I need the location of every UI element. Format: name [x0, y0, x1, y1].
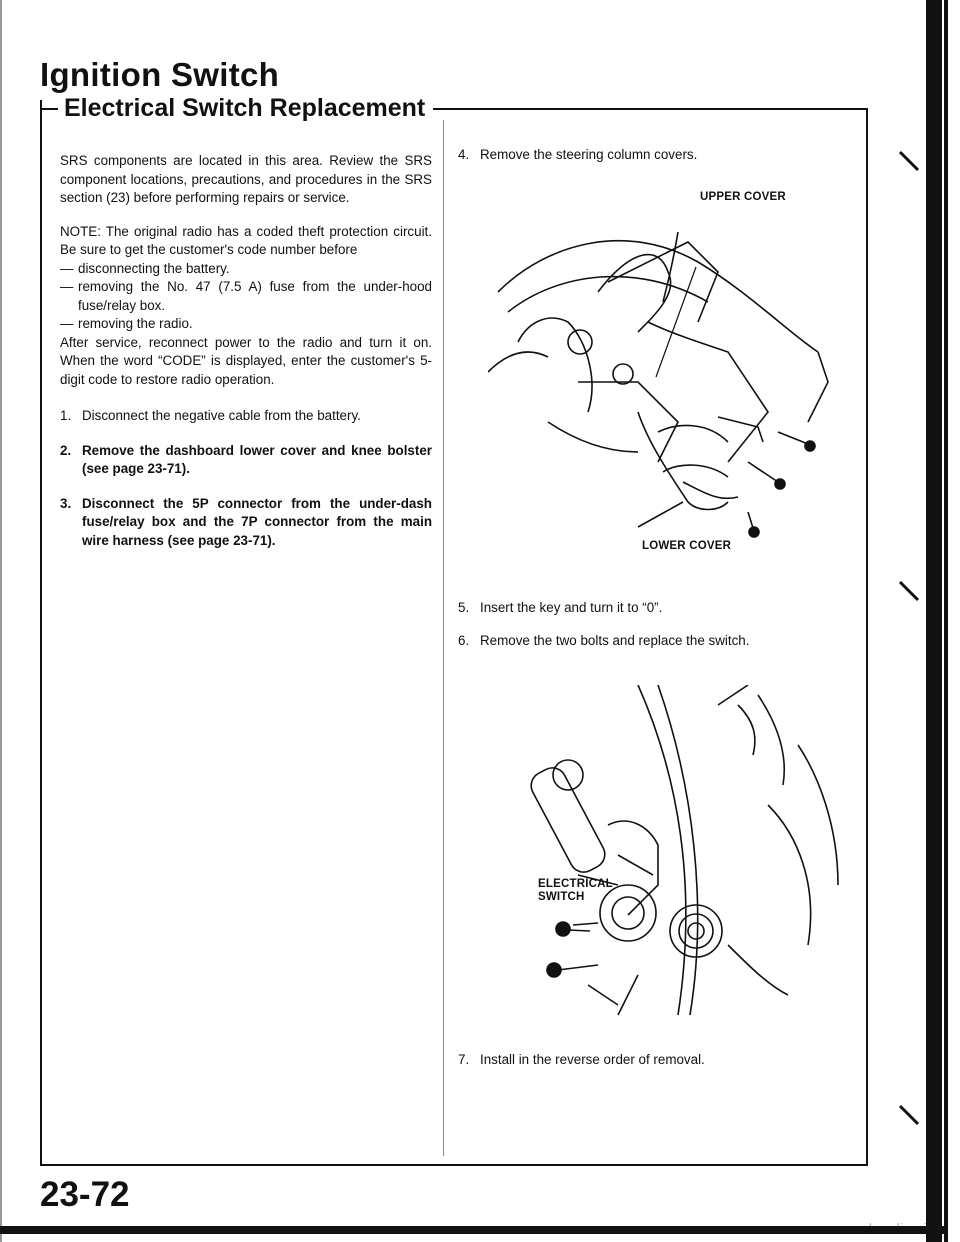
edge-mark [898, 580, 920, 602]
left-column [60, 152, 432, 566]
step-3: 3. Disconnect the 5P connector from the under-dash fuse/relay box and the 7P connector from the main wire harness (see page 23-71). [60, 495, 432, 548]
bottom-edge [0, 1226, 948, 1234]
note-item: — removing the radio. [60, 316, 193, 331]
binder-edge [926, 0, 942, 1242]
radio-note [60, 223, 432, 390]
step-5: 5. Insert the key and turn it to “0”. [458, 600, 663, 615]
edge-mark [898, 1104, 920, 1126]
upper-cover-label: UPPER COVER [700, 191, 786, 203]
page-edge [0, 0, 2, 1242]
step-6: 6. Remove the two bolts and replace the switch. [458, 633, 750, 648]
page-number: 23-72 [40, 1175, 130, 1214]
page-title: Ignition Switch [40, 56, 280, 93]
note-item: — removing the No. 47 (7.5 A) fuse from the under-hood fuse/relay box. [60, 279, 432, 313]
lower-cover-label: LOWER COVER [642, 540, 732, 552]
note-item: — disconnecting the battery. [60, 260, 230, 276]
step-2: 2. Remove the dashboard lower cover and knee bolster (see page 23-71). [60, 442, 432, 476]
step-4: 4. Remove the steering column covers. [458, 147, 698, 162]
binder-edge-thin [944, 0, 948, 1242]
edge-mark [898, 150, 920, 172]
step-1: 1. Disconnect the negative cable from the battery. [60, 408, 361, 423]
section-title: Electrical Switch Replacement [58, 94, 433, 123]
steering-column-covers-diagram [488, 182, 848, 556]
electrical-switch-diagram [518, 685, 848, 1025]
note-after: After service, reconnect power to the radio and turn it on. When the word “CODE” is displayed, enter the customer's 5-digit code to restore radio operation. [60, 334, 432, 387]
note-intro: NOTE: The original radio has a coded theft protection circuit. Be sure to get the customer's code number before [60, 223, 432, 257]
column-divider [443, 120, 444, 1156]
step-7: 7. Install in the reverse order of removal. [458, 1052, 705, 1067]
electrical-switch-label: ELECTRICAL SWITCH [538, 878, 613, 903]
srs-warning: SRS components are located in this area. Review the SRS component locations, precautions, and procedures in the SRS section (23) before performing repairs or service. [60, 153, 432, 205]
